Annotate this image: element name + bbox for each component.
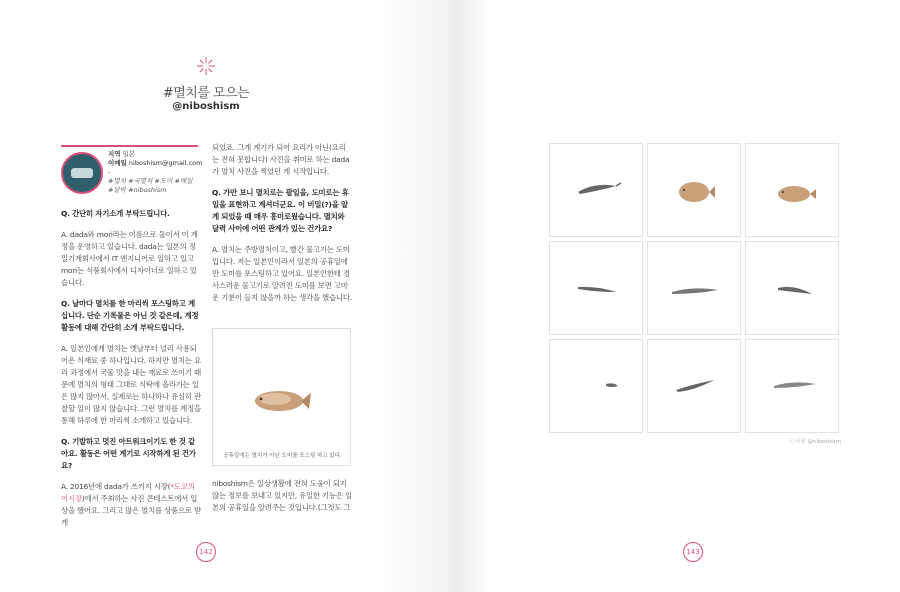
middle-paragraph-1: 되었죠. 그게 계기가 되어 요리가 아닌(요리는 전혀 못합니다) 사진을 취미로 하는 dada가 멸치 사진을 찍었던 게 시작입니다. [212, 143, 350, 176]
anchovy-icon [550, 340, 644, 434]
hashtags-line-1: #멸치 #국멸치 #도미 #매일 [108, 177, 193, 185]
sea-bream-icon [746, 144, 840, 238]
grid-cell-3 [745, 143, 839, 237]
profile-dash: - [108, 168, 111, 176]
contact-label: 이메일 [108, 159, 127, 167]
page-number-right: 143 [683, 542, 703, 562]
question-3: Q. 기발하고 멋진 아트워크이기도 한 것 같아요. 활동은 어떤 계기로 시작하게 된 건가요? [61, 437, 196, 470]
profile-info [108, 150, 218, 195]
answer-1: A. dada와 mori라는 이름으로 둘이서 이 계정을 운영하고 있습니다. dada는 일본의 정밀기계회사에서 IT 엔지니어로 일하고 있고 mori는 식품회사에서 디자이너로 일하고 있습니다. [61, 230, 198, 287]
sea-bream-icon [648, 144, 742, 238]
middle-paragraph-2: niboshism은 일상생활에 전혀 도움이 되지 않는 정보를 보내고 있지만, 유일한 기능은 일본의 공휴일을 알려주는 것입니다.(그것도 그 [212, 479, 352, 512]
hashtags-line-2: #달락 #niboshism [108, 186, 167, 194]
fish-photo-grid [549, 143, 841, 433]
contact-value: niboshism@gmail.com [128, 159, 203, 167]
middle-text-bottom [212, 478, 352, 523]
gutter-shadow [380, 0, 452, 592]
grid-cell-1 [549, 143, 643, 237]
answer-3-note: *도쿄의 어시장 [61, 482, 195, 503]
article-handle: @niboshism [172, 101, 240, 112]
answer-4: A. 멸치는 주방멸치이고, 빨간 물고기는 도미입니다. 저는 일본인이라서 일본의 공휴일에만 도미를 포스팅하고 있어요. 일본인한테 경사스러운 물고기로 알려진 도미를 보면 고마운 기분이 들지 않을까 하는 생각을 했습니다. [212, 245, 352, 302]
sea-bream-photo [212, 328, 351, 466]
anchovy-icon [648, 242, 742, 336]
anchovy-icon [550, 144, 644, 238]
region-value: 일본 [122, 150, 136, 158]
photo-caption: 공휴일에는 멸치가 아닌 도미를 포스팅 하고 있다. [223, 453, 342, 459]
left-text-column [61, 208, 201, 538]
anchovy-icon [746, 340, 840, 434]
middle-text-column [212, 142, 352, 313]
grid-cell-4 [549, 241, 643, 335]
anchovy-icon [746, 242, 840, 336]
grid-cell-7 [549, 339, 643, 433]
photo-credit: ⓒ사진 @niboshism [789, 439, 841, 445]
question-1: Q. 간단히 자기소개 부탁드립니다. [61, 209, 170, 218]
page-number-left: 142 [196, 542, 216, 562]
sparkle-icon [196, 56, 216, 76]
question-2: Q. 날마다 멸치를 한 마리씩 포스팅하고 계십니다. 단순 기록물은 아닌 것 같은데, 계정 활동에 대해 간단히 소개 부탁드립니다. [61, 299, 199, 332]
answer-3-prefix: A. 2016년에 dada가 쓰키지 시장( [61, 482, 171, 491]
article-title: #멸치를 모으는 [162, 86, 250, 101]
grid-cell-9 [745, 339, 839, 433]
answer-3-suffix: )에서 주최하는 사진 콘테스트에서 입상을 했어요. 그리고 많은 멸치를 상품으로 받게 [61, 494, 201, 527]
anchovy-icon [550, 242, 644, 336]
avatar [61, 152, 103, 194]
grid-cell-5 [647, 241, 741, 335]
sea-bream-icon [213, 329, 352, 439]
grid-cell-6 [745, 241, 839, 335]
grid-cell-8 [647, 339, 741, 433]
answer-3 [61, 481, 201, 529]
profile-divider [61, 145, 198, 147]
question-4: Q. 가만 보니 멸치로는 팔일을, 도미로는 휴일을 표현하고 계셔더군요. 이 비밀(?)을 알게 되었을 때 매우 흥미로웠습니다. 멸치와 달력 사이에 어떤 관계가 있는 건가요? [212, 188, 349, 233]
gutter-shadow-right [452, 0, 492, 592]
region-label: 지역 [108, 150, 121, 158]
anchovy-icon [648, 340, 742, 434]
answer-2: A. 일본인에게 멸치는 옛날부터 널리 사용되어온 식재료 중 하나입니다. 하지만 멸치는 요리 과정에서 국물 맛을 내는 재료로 쓰이기 때문에 멸치의 형태 그대로 식탁에 올라가는 일은 많지 않아서, 실제로는 하나하나 유심히 관찰할 일이 많지 않습니다. 그런 멸치를 계정을 통해 하루에 한 마리씩 소개하고 있습니다. [61, 344, 201, 425]
grid-cell-2 [647, 143, 741, 237]
